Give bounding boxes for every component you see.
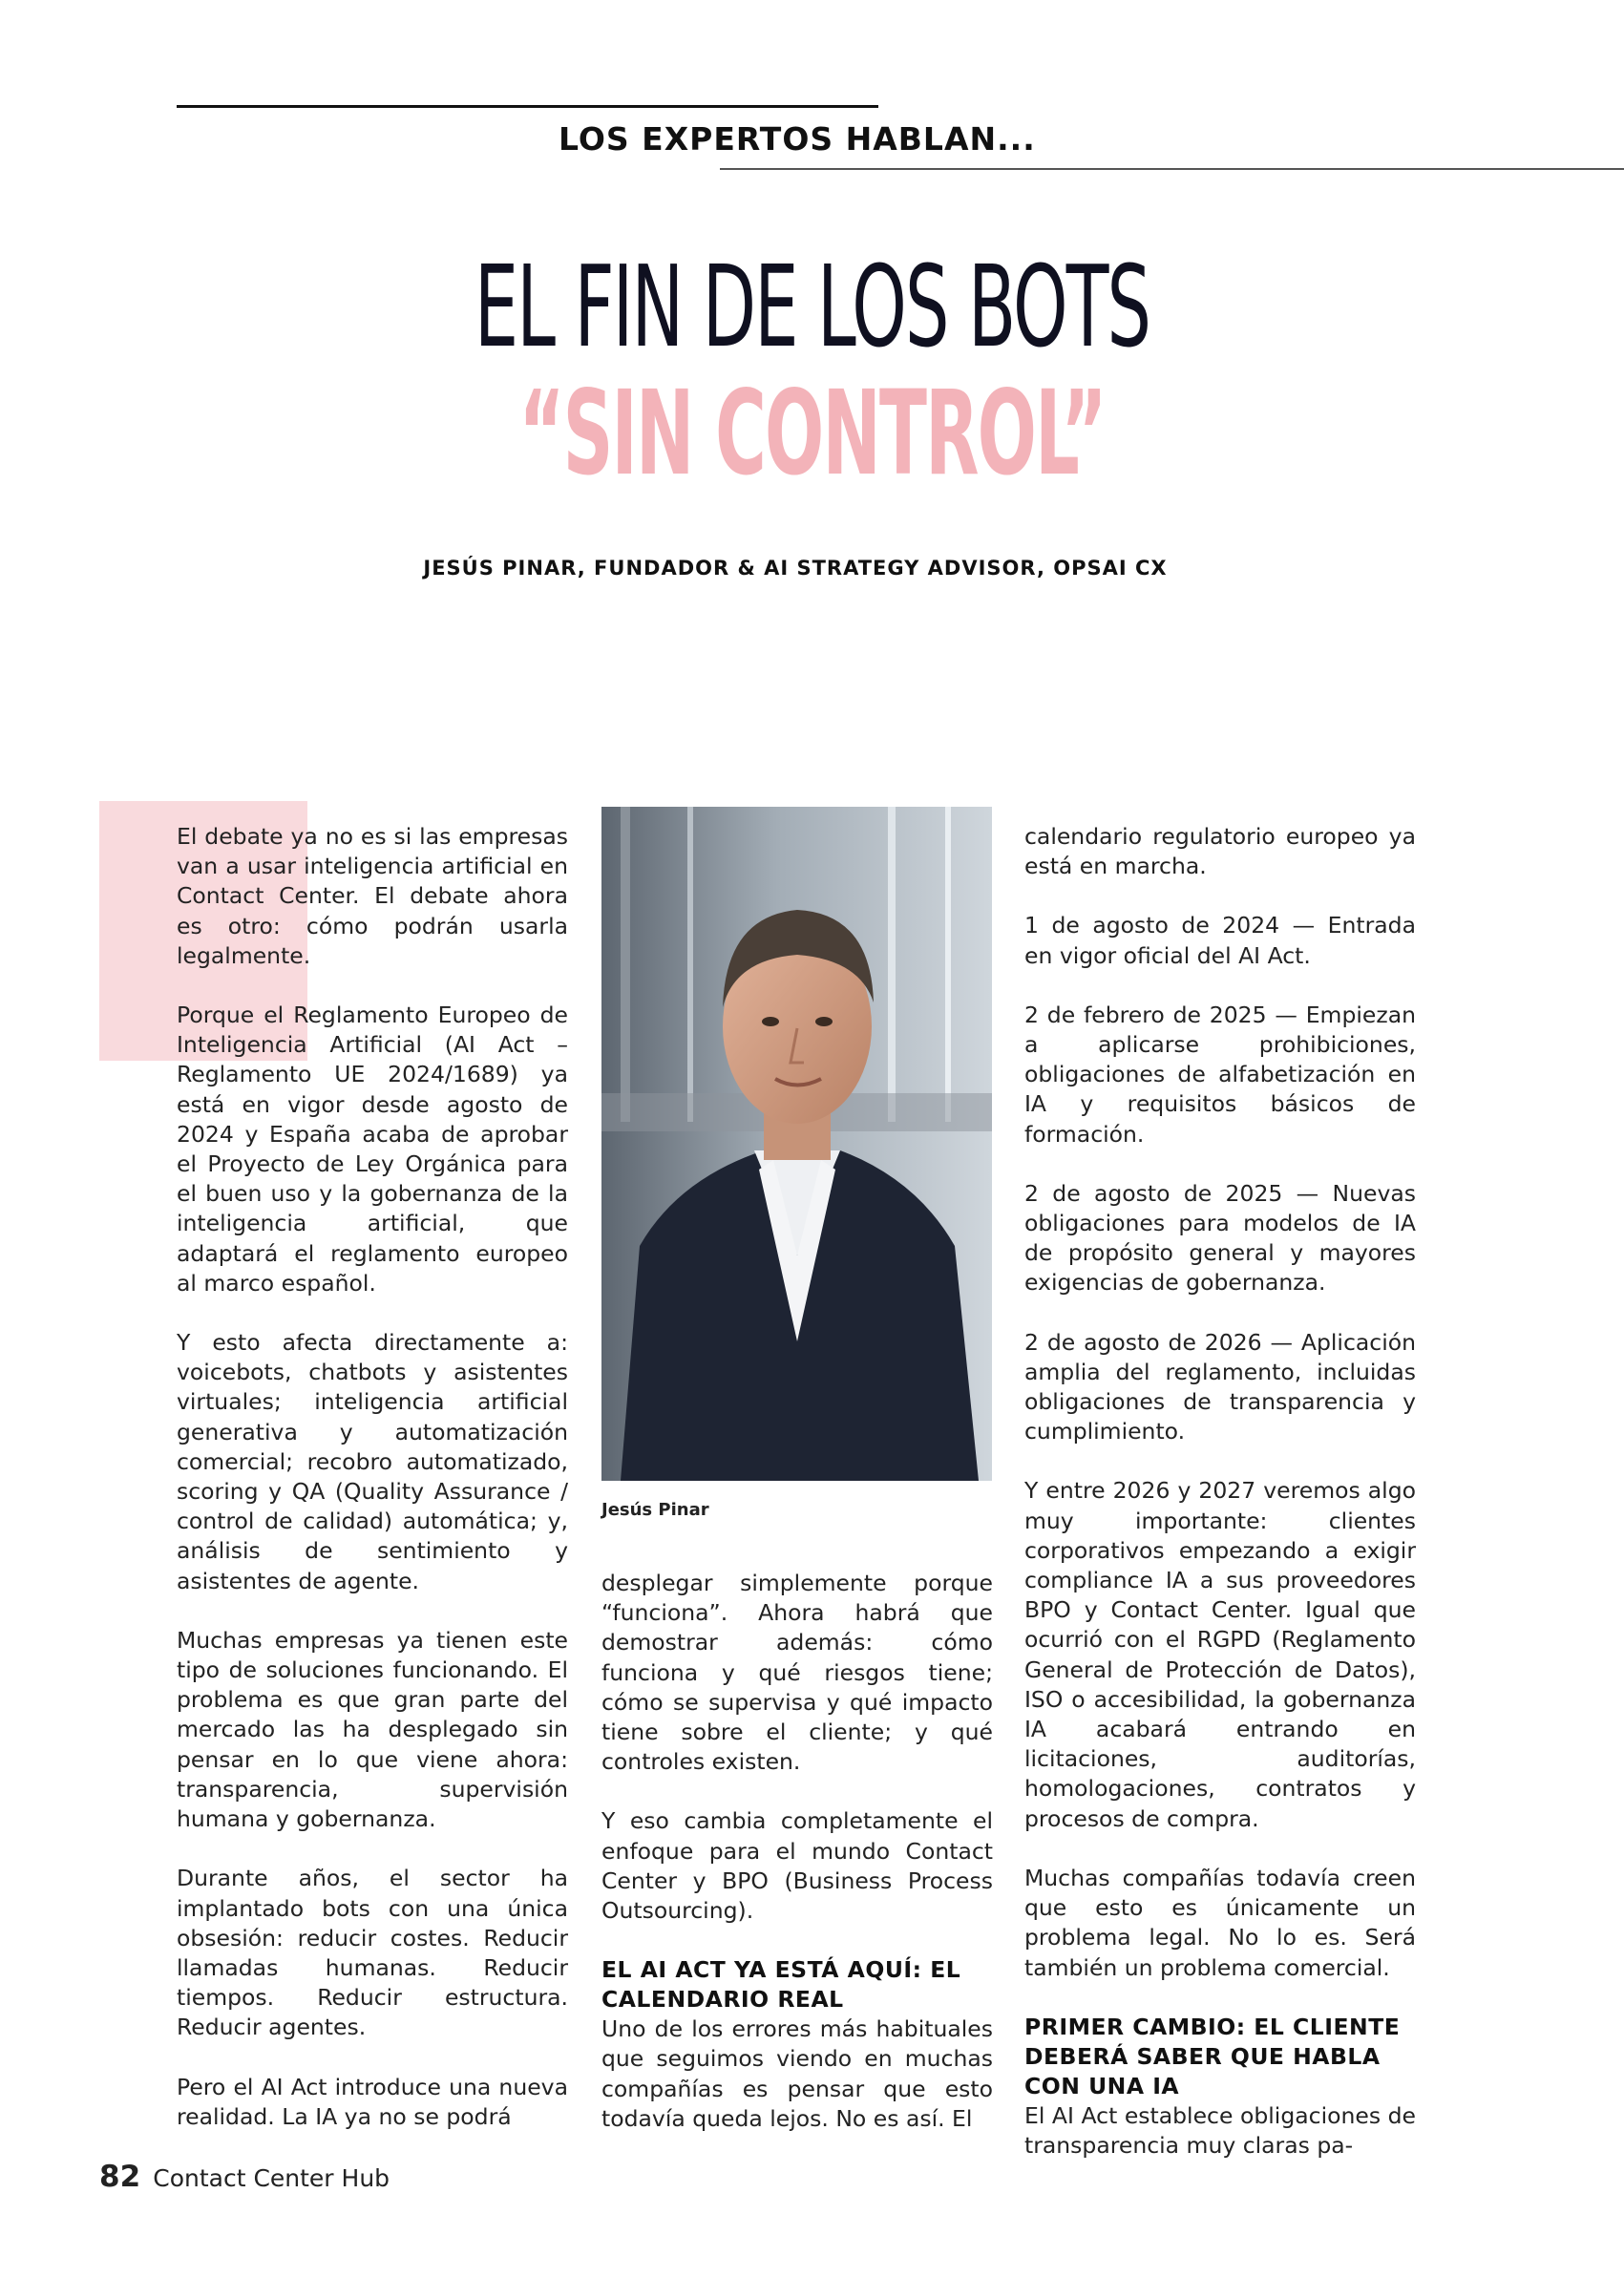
- paragraph: Muchas compañías todavía creen que esto es únicamente un problema legal. No lo es. Será también un problema comercial.: [1024, 1864, 1416, 1981]
- article-title-line1: EL FIN DE LOS BOTS: [474, 241, 1150, 372]
- subheading: EL AI ACT YA ESTÁ AQUÍ: EL CALENDARIO REAL: [601, 1956, 961, 2014]
- paragraph: Uno de los errores más habituales que seguimos viendo en muchas compañías es pensar que esto todavía queda lejos. No es así. El: [601, 2015, 993, 2132]
- paragraph: El AI Act establece obligaciones de transparencia muy claras pa-: [1024, 2101, 1416, 2159]
- paragraph: Y entre 2026 y 2027 veremos algo muy importante: clientes corporativos empezando a exigir compliance IA a sus proveedores BPO y Contact Center. Igual que ocurrió con el RGPD (Reglamento General de Protección de Datos), ISO o accesibilidad, la gobernanza IA acabará entrando en licitaciones, auditorías, homologaciones, contratos y procesos de compra.: [1024, 1477, 1416, 1832]
- paragraph: Porque el Reglamento Europeo de Inteligencia Artificial (AI Act – Reglamento UE 2024/1689) ya está en vigor desde agosto de 2024 y España acaba de aprobar el Proyecto de Ley Orgánica para el buen uso y la gobernanza de la inteligencia artificial, que adaptará el reglamento europeo al marco español.: [177, 1002, 568, 1297]
- paragraph: 2 de agosto de 2026 — Aplicación amplia del reglamento, incluidas obligaciones de transparencia y cumplimiento.: [1024, 1328, 1416, 1445]
- article-byline: JESÚS PINAR, FUNDADOR & AI STRATEGY ADVISOR, OPSAI CX: [423, 557, 1168, 580]
- header-rule-right: [720, 168, 1624, 170]
- page-footer: [99, 2160, 390, 2194]
- page-number: 82: [99, 2160, 141, 2194]
- paragraph: Y esto afecta directamente a: voicebots, chatbots y asistentes virtuales; inteligencia artificial generativa y automatización comercial; recobro automatizado, scoring y QA (Quality Assurance / control de calidad) automática; y, análisis de sentimiento y asistentes de agente.: [177, 1329, 568, 1594]
- subheading: PRIMER CAMBIO: EL CLIENTE DEBERÁ SABER QUE HABLA CON UNA IA: [1024, 2013, 1401, 2099]
- photo-caption: Jesús Pinar: [601, 1500, 709, 1520]
- paragraph: Y eso cambia completamente el enfoque para el mundo Contact Center y BPO (Business Process Outsourcing).: [601, 1807, 993, 1925]
- paragraph: El debate ya no es si las empresas van a usar inteligencia artificial en Contact Center. El debate ahora es otro: cómo podrán usarla legalmente.: [177, 823, 568, 969]
- author-photo: [601, 807, 992, 1481]
- paragraph: Muchas empresas ya tienen este tipo de soluciones funcionando. El problema es que gran parte del mercado las ha desplegado sin pensar en lo que viene ahora: transparencia, supervisión humana y gobernanza.: [177, 1626, 568, 1833]
- paragraph: 1 de agosto de 2024 — Entrada en vigor oficial del AI Act.: [1024, 912, 1416, 969]
- header-rule-left: [177, 105, 878, 108]
- paragraph: Durante años, el sector ha implantado bots con una única obsesión: reducir costes. Reducir llamadas humanas. Reducir tiempos. Reducir estructura. Reducir agentes.: [177, 1865, 568, 2041]
- paragraph: Pero el AI Act introduce una nueva realidad. La IA ya no se podrá: [177, 2073, 568, 2130]
- paragraph: desplegar simplemente porque “funciona”. Ahora habrá que demostrar además: cómo funciona y qué riesgos tiene; cómo se supervisa y qué impacto tiene sobre el cliente; y qué controles existen.: [601, 1570, 993, 1776]
- section-label: LOS EXPERTOS HABLAN...: [559, 120, 1036, 158]
- text-column-3: [1024, 822, 1416, 2161]
- paragraph: calendario regulatorio europeo ya está en marcha.: [1024, 823, 1416, 880]
- magazine-name: Contact Center Hub: [153, 2164, 390, 2192]
- text-column-2: [601, 1569, 993, 2134]
- article-title-line2: “SIN CONTROL”: [518, 366, 1106, 501]
- paragraph: 2 de febrero de 2025 — Empiezan a aplicarse prohibiciones, obligaciones de alfabetización en IA y requisitos básicos de formación.: [1024, 1001, 1416, 1148]
- paragraph: 2 de agosto de 2025 — Nuevas obligaciones para modelos de IA de propósito general y mayores exigencias de gobernanza.: [1024, 1179, 1416, 1297]
- text-column-1: [177, 822, 568, 2132]
